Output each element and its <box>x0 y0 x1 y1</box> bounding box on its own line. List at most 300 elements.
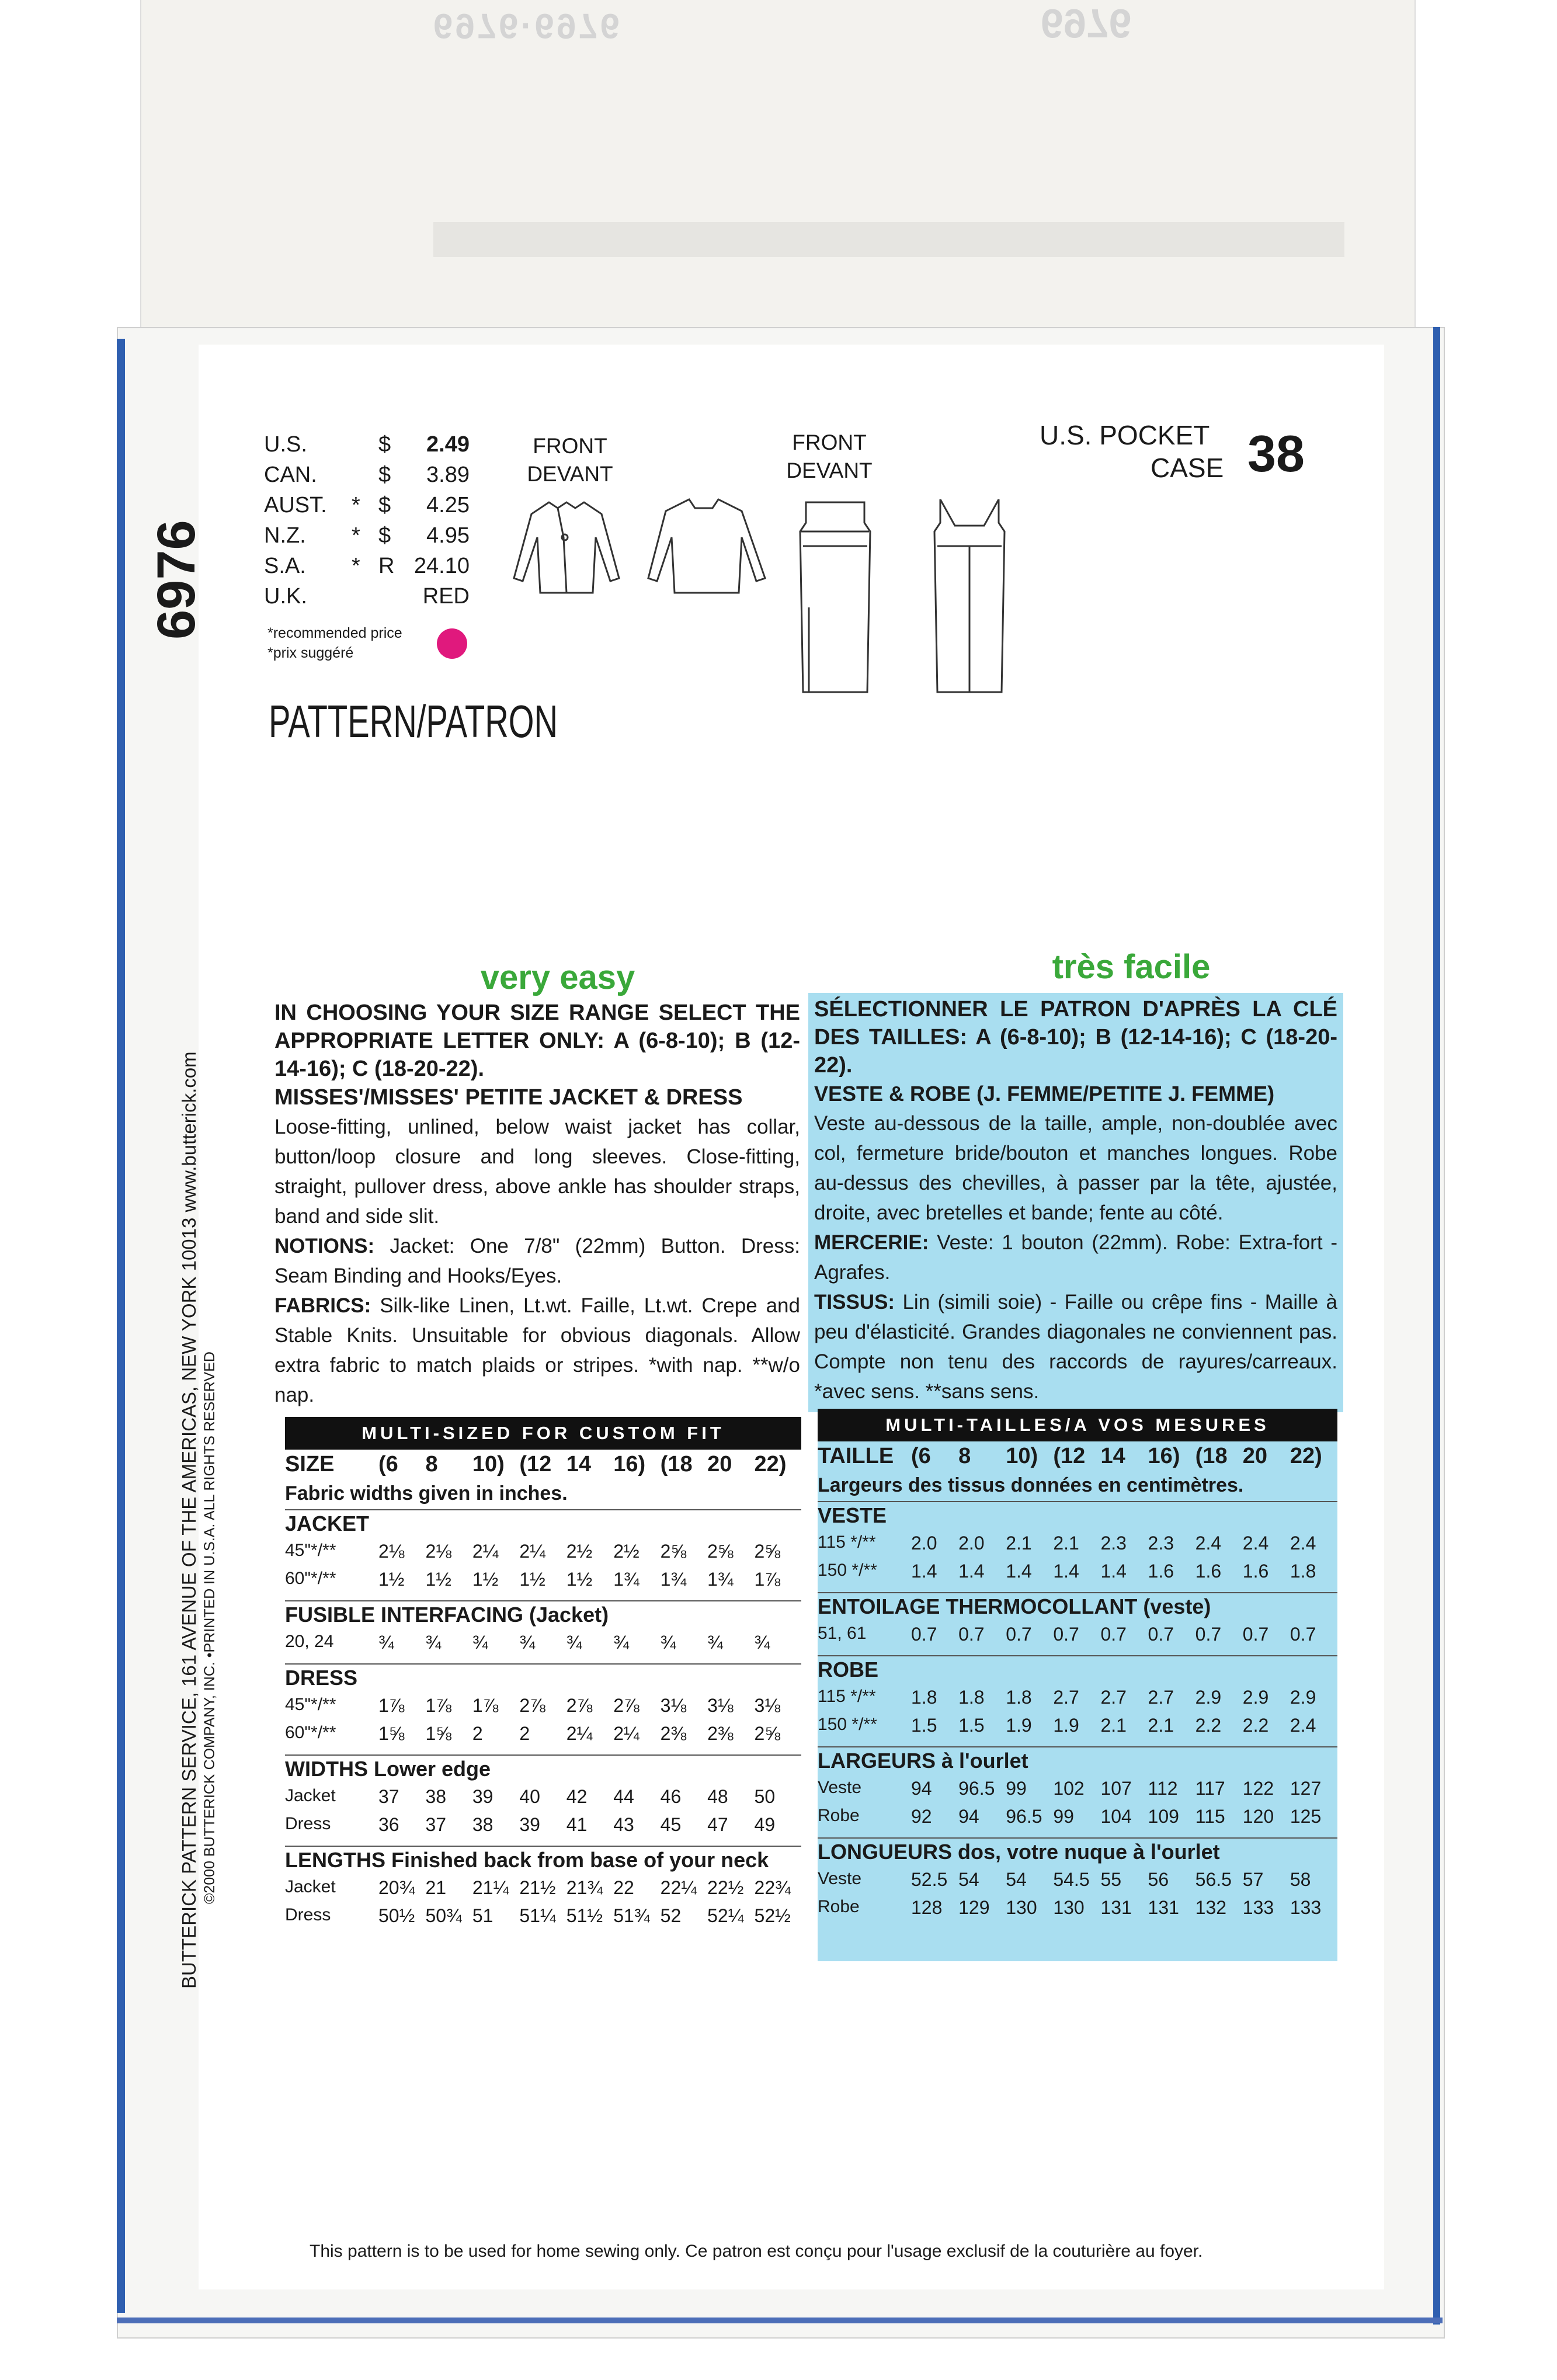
cell-value: 2.1 <box>1148 1715 1174 1736</box>
cell-value: 39 <box>519 1814 540 1835</box>
cell-value: 0.7 <box>1148 1624 1174 1645</box>
cell-value: ¾ <box>754 1632 770 1653</box>
cell-value: 2.1 <box>1053 1533 1079 1554</box>
cell-value: 0.7 <box>1242 1624 1269 1645</box>
cell-value: 46 <box>660 1786 682 1807</box>
cell-value: 52½ <box>754 1905 791 1926</box>
french-column <box>808 947 1343 1412</box>
section-heading-text: LENGTHS Finished back from base of your neck <box>285 1848 769 1872</box>
view-dress-label <box>783 429 876 485</box>
jacket-front-drawing <box>514 502 619 593</box>
cell-value: ¾ <box>707 1632 723 1653</box>
cell-value: 20¾ <box>378 1877 415 1898</box>
cell-value: 131 <box>1100 1897 1132 1918</box>
cell-value: 129 <box>958 1897 990 1918</box>
bottom-blue-edge <box>117 2318 1443 2323</box>
cell-value: 1½ <box>519 1569 545 1590</box>
table-row <box>818 1561 1337 1589</box>
cell-value: 1½ <box>472 1569 499 1590</box>
footer-note: This pattern is to be used for home sewing only. Ce patron est conçu pour l'usage exclusif de la couturière au foyer. <box>310 2242 1203 2261</box>
difficulty-en: very easy <box>480 958 635 996</box>
cell-value: 131 <box>1148 1897 1179 1918</box>
row-label: 60"*/** <box>285 1569 336 1588</box>
cell-value: 1.4 <box>1006 1561 1032 1582</box>
price-mark: * <box>352 523 360 548</box>
price-lbl: S.A. <box>264 554 306 578</box>
price-row <box>264 463 470 488</box>
cell-value: 2⅞ <box>613 1695 640 1716</box>
table-row <box>285 1814 801 1842</box>
price-row <box>264 432 470 457</box>
table-row <box>285 1786 801 1814</box>
price-cur <box>378 584 405 609</box>
cell-value: 0.7 <box>1195 1624 1222 1645</box>
cell-value: 0.7 <box>1006 1624 1032 1645</box>
cell-value: 50¾ <box>425 1905 462 1926</box>
row-label: 45"*/** <box>285 1541 336 1560</box>
cell-value: 1½ <box>566 1569 593 1590</box>
cell-value: 1.8 <box>958 1687 985 1708</box>
cell-value: 2.4 <box>1290 1533 1316 1554</box>
size-row <box>818 1444 1337 1474</box>
row-label: 45"*/** <box>285 1695 336 1714</box>
price-mark <box>352 432 378 457</box>
cell-value: 2.9 <box>1242 1687 1269 1708</box>
cell-value: 50½ <box>378 1905 415 1926</box>
row-label: Veste <box>818 1778 862 1797</box>
price-amt: 24.10 <box>413 554 470 578</box>
fabrics-label-fr: TISSUS: <box>814 1291 895 1314</box>
cell-value: ¾ <box>472 1632 488 1653</box>
row-label: Veste <box>818 1869 862 1888</box>
cell-value: 58 <box>1290 1869 1311 1890</box>
table-rule <box>818 1837 1337 1839</box>
section-heading <box>285 1757 801 1786</box>
row-label: 20, 24 <box>285 1632 334 1651</box>
cell-value: 96.5 <box>1006 1806 1042 1827</box>
cell-value: 92 <box>911 1806 932 1827</box>
cell-value: 2 <box>519 1723 530 1744</box>
cell-value: 52 <box>660 1905 682 1926</box>
fabrics-fr <box>814 1287 1337 1406</box>
price-mark <box>352 463 378 488</box>
description-fr: Veste au-dessous de la taille, ample, non-doublée avec col, fermeture bride/bouton et manches longues. Robe au-dessus des chevilles, à passer par la tête, ajustée, droite, avec bretelles et bande; fente au côté. <box>814 1112 1337 1224</box>
pattern-number: 6976 <box>147 520 206 640</box>
price-cur: $ <box>378 493 391 517</box>
size-value: 16) <box>1148 1444 1180 1468</box>
cell-value: 1⅞ <box>472 1695 499 1716</box>
section-heading-text: DRESS <box>285 1666 358 1690</box>
notions-en <box>274 1231 800 1291</box>
cell-value: 40 <box>519 1786 540 1807</box>
cell-value: 51¼ <box>519 1905 556 1926</box>
cell-value: 2.0 <box>958 1533 985 1554</box>
cell-value: 51 <box>472 1905 493 1926</box>
cell-value: 2⅛ <box>378 1541 405 1562</box>
price-lbl: AUST. <box>264 493 327 517</box>
row-label: 150 */** <box>818 1715 877 1734</box>
cell-value: 94 <box>958 1806 979 1827</box>
size-value: (18 <box>1195 1444 1228 1468</box>
cell-value: 1⅝ <box>378 1723 405 1744</box>
row-label: Jacket <box>285 1877 336 1896</box>
table-row <box>818 1806 1337 1834</box>
size-value: 14 <box>566 1452 592 1476</box>
red-price-dot <box>437 628 467 659</box>
size-value: 8 <box>425 1452 438 1476</box>
cell-value: 2⅞ <box>519 1695 545 1716</box>
price-note-en: *recommended price <box>267 625 402 641</box>
dress-back-drawing <box>934 499 1005 692</box>
notions-text-en: Jacket: One 7/8" (22mm) Button. Dress: Seam Binding and Hooks/Eyes. <box>274 1235 800 1287</box>
row-label: Dress <box>285 1905 331 1924</box>
cell-value: 22¾ <box>754 1877 791 1898</box>
pocket-case-label2: CASE <box>1151 453 1224 483</box>
cell-value: 1.9 <box>1006 1715 1032 1736</box>
cell-value: 54 <box>958 1869 979 1890</box>
cell-value: 3⅛ <box>754 1695 781 1716</box>
price-cur: $ <box>378 432 391 457</box>
cell-value: 0.7 <box>911 1624 937 1645</box>
cell-value: 1.8 <box>1290 1561 1316 1582</box>
cell-value: 94 <box>911 1778 932 1799</box>
right-blue-edge <box>1433 327 1440 2325</box>
cell-value: 54 <box>1006 1869 1027 1890</box>
section-heading <box>285 1666 801 1695</box>
section-heading <box>285 1603 801 1632</box>
section-heading-text: FUSIBLE INTERFACING (Jacket) <box>285 1603 609 1627</box>
view-label-front: FRONT <box>792 430 867 454</box>
table-rule <box>818 1592 1337 1593</box>
jacket-sketch <box>508 491 771 607</box>
price-amt: 3.89 <box>426 463 470 487</box>
cell-value: 2.7 <box>1148 1687 1174 1708</box>
size-label: SIZE <box>285 1452 335 1476</box>
table-rule <box>285 1600 801 1601</box>
size-label: TAILLE <box>818 1444 894 1468</box>
size-range-intro-fr: SÉLECTIONNER LE PATRON D'APRÈS LA CLÉ DES TAILLES: A (6-8-10); B (12-14-16); C (18-20-22). <box>814 997 1337 1078</box>
section-heading-text: ENTOILAGE THERMOCOLLANT (veste) <box>818 1594 1211 1618</box>
cell-value: 57 <box>1242 1869 1264 1890</box>
cell-value: 107 <box>1100 1778 1132 1799</box>
row-label: 115 */** <box>818 1533 876 1552</box>
cell-value: 21 <box>425 1877 447 1898</box>
cell-value: 56.5 <box>1195 1869 1232 1890</box>
section-heading-text: WIDTHS Lower edge <box>285 1757 491 1781</box>
cell-value: 1.5 <box>958 1715 985 1736</box>
table-row <box>285 1877 801 1905</box>
cell-value: 1⅞ <box>425 1695 451 1716</box>
section-heading-text: ROBE <box>818 1658 879 1681</box>
row-label: 115 */** <box>818 1687 876 1706</box>
cell-value: 2.2 <box>1242 1715 1269 1736</box>
price-cur: $ <box>378 463 391 487</box>
cell-value: 2.2 <box>1195 1715 1222 1736</box>
cell-value: 2⅝ <box>754 1541 781 1562</box>
cell-value: 41 <box>566 1814 588 1835</box>
size-value: 8 <box>958 1444 971 1468</box>
section-heading <box>818 1840 1337 1869</box>
cell-value: 2.7 <box>1053 1687 1079 1708</box>
price-lbl: CAN. <box>264 463 317 487</box>
pocket-case-number: 38 <box>1247 425 1305 482</box>
english-column <box>274 958 800 1410</box>
cell-value: 2 <box>472 1723 483 1744</box>
section-heading-text: JACKET <box>285 1512 370 1535</box>
cell-value: 1⅞ <box>378 1695 405 1716</box>
cell-value: 2.3 <box>1148 1533 1174 1554</box>
cell-value: 2.0 <box>911 1533 937 1554</box>
table-rule <box>818 1655 1337 1656</box>
table-rule <box>818 1501 1337 1502</box>
size-value: (18 <box>660 1452 693 1476</box>
size-value: 22) <box>1290 1444 1322 1468</box>
cell-value: 125 <box>1290 1806 1322 1827</box>
cell-value: 1¾ <box>613 1569 640 1590</box>
cell-value: 115 <box>1195 1806 1225 1827</box>
cell-value: 21¼ <box>472 1877 509 1898</box>
cell-value: ¾ <box>425 1632 442 1653</box>
price-amt: 2.49 <box>426 432 470 457</box>
price-cur: R <box>378 554 395 578</box>
cell-value: 2¼ <box>613 1723 640 1744</box>
cell-value: 54.5 <box>1053 1869 1090 1890</box>
cell-value: 1.8 <box>911 1687 937 1708</box>
size-range-intro-en: IN CHOOSING YOUR SIZE RANGE SELECT THE APPROPRIATE LETTER ONLY: A (6-8-10); B (12-14-16); C (18-20-22). <box>274 1000 800 1081</box>
widths-note <box>818 1474 1337 1501</box>
cell-value: 1.8 <box>1006 1687 1032 1708</box>
multi-size-bar-fr: MULTI-TAILLES/A VOS MESURES <box>818 1409 1337 1441</box>
cell-value: 38 <box>472 1814 493 1835</box>
table-row <box>285 1723 801 1751</box>
table-row <box>818 1624 1337 1652</box>
cell-value: 22 <box>613 1877 634 1898</box>
cell-value: 3⅛ <box>707 1695 734 1716</box>
cell-value: 0.7 <box>958 1624 985 1645</box>
fabrics-text-fr: Lin (simili soie) - Faille ou crêpe fins - Maille à peu d'élasticité. Grandes diagonales ne conviennent pas. Compte non tenu des raccords de rayures/carreaux. *avec sens. **sans sens. <box>814 1291 1338 1403</box>
price-lbl: U.K. <box>264 584 307 609</box>
table-row <box>818 1778 1337 1806</box>
cell-value: 109 <box>1148 1806 1179 1827</box>
cell-value: 37 <box>425 1814 447 1835</box>
table-rule <box>285 1754 801 1756</box>
cell-value: 120 <box>1242 1806 1274 1827</box>
french-text-block <box>808 993 1343 1412</box>
cell-value: 130 <box>1006 1897 1037 1918</box>
cell-value: 122 <box>1242 1778 1274 1799</box>
size-value: 20 <box>1242 1444 1268 1468</box>
price-amt: 4.95 <box>426 523 470 548</box>
row-label: Robe <box>818 1806 860 1825</box>
fabrics-label-en: FABRICS: <box>274 1294 371 1317</box>
price-mark: * <box>352 554 360 578</box>
cell-value: 0.7 <box>1290 1624 1316 1645</box>
cell-value: ¾ <box>519 1632 536 1653</box>
size-row <box>285 1452 801 1482</box>
dress-sketch <box>788 491 1034 701</box>
cell-value: 1.6 <box>1148 1561 1174 1582</box>
notions-fr <box>814 1228 1337 1287</box>
cell-value: 2⅝ <box>754 1723 781 1744</box>
price-note-fr: *prix suggéré <box>267 645 354 661</box>
table-row <box>285 1632 801 1660</box>
cell-value: 48 <box>707 1786 728 1807</box>
cell-value: ¾ <box>566 1632 582 1653</box>
cell-value: 44 <box>613 1786 634 1807</box>
cell-value: 2.9 <box>1290 1687 1316 1708</box>
cell-value: 1.6 <box>1195 1561 1222 1582</box>
cell-value: 117 <box>1195 1778 1225 1799</box>
cell-value: 2.4 <box>1242 1533 1269 1554</box>
cell-value: 2⅞ <box>566 1695 593 1716</box>
cell-value: 130 <box>1053 1897 1085 1918</box>
size-value: 20 <box>707 1452 732 1476</box>
widths-note-text: Largeurs des tissus données en centimètres. <box>818 1474 1244 1496</box>
table-row <box>818 1715 1337 1743</box>
cell-value: 37 <box>378 1786 399 1807</box>
cell-value: 2¼ <box>472 1541 499 1562</box>
table-rule <box>285 1509 801 1510</box>
view-jacket-label <box>523 432 617 488</box>
envelope-flap: 6976 6976·6976 <box>140 0 1416 350</box>
difficulty-fr: très facile <box>1052 948 1211 986</box>
cell-value: 2¼ <box>519 1541 545 1562</box>
row-label: Robe <box>818 1897 860 1916</box>
cell-value: 56 <box>1148 1869 1169 1890</box>
cell-value: ¾ <box>660 1632 676 1653</box>
cell-value: 2.3 <box>1100 1533 1127 1554</box>
cell-value: 1½ <box>425 1569 451 1590</box>
cell-value: 45 <box>660 1814 682 1835</box>
size-value: (12 <box>519 1452 552 1476</box>
price-mark <box>352 584 378 609</box>
section-heading <box>285 1848 801 1877</box>
cell-value: 1½ <box>378 1569 405 1590</box>
multi-size-bar-en: MULTI-SIZED FOR CUSTOM FIT <box>285 1417 801 1450</box>
section-heading-text: VESTE <box>818 1503 887 1527</box>
description-en: Loose-fitting, unlined, below waist jacket has collar, button/loop closure and long sleeves. Close-fitting, straight, pullover dress, above ankle has shoulder straps, band and side slit. <box>274 1116 800 1228</box>
row-label: 150 */** <box>818 1561 877 1580</box>
cell-value: 2⅜ <box>707 1723 734 1744</box>
cell-value: 112 <box>1148 1778 1178 1799</box>
cell-value: 1⅞ <box>754 1569 781 1590</box>
section-heading-text: LONGUEURS dos, votre nuque à l'ourlet <box>818 1840 1220 1864</box>
cell-value: 1.6 <box>1242 1561 1269 1582</box>
pattern-label: PATTERN/PATRON <box>269 696 558 747</box>
size-value: (6 <box>378 1452 398 1476</box>
cell-value: 104 <box>1100 1806 1132 1827</box>
view-label-devant: DEVANT <box>786 458 873 482</box>
size-value: (12 <box>1053 1444 1086 1468</box>
cell-value: 1.4 <box>911 1561 937 1582</box>
notions-text-fr: Veste: 1 bouton (22mm). Robe: Extra-fort - Agrafes. <box>814 1231 1337 1284</box>
cell-value: 51¾ <box>613 1905 650 1926</box>
cell-value: ¾ <box>378 1632 394 1653</box>
dress-front-drawing <box>800 502 870 692</box>
table-rule <box>285 1846 801 1847</box>
table-rule <box>285 1663 801 1665</box>
cell-value: 96.5 <box>958 1778 995 1799</box>
cell-value: 38 <box>425 1786 447 1807</box>
cell-value: 1¾ <box>707 1569 734 1590</box>
table-row <box>285 1905 801 1933</box>
size-value: (6 <box>911 1444 931 1468</box>
size-value: 22) <box>754 1452 787 1476</box>
widths-note <box>285 1482 801 1509</box>
table-row <box>285 1541 801 1569</box>
cell-value: 99 <box>1006 1778 1027 1799</box>
cell-value: 52¼ <box>707 1905 744 1926</box>
table-rule <box>818 1746 1337 1747</box>
cell-value: 47 <box>707 1814 728 1835</box>
cell-value: 50 <box>754 1786 776 1807</box>
section-heading <box>818 1594 1337 1624</box>
table-row <box>285 1695 801 1723</box>
cell-value: 1⅝ <box>425 1723 451 1744</box>
cell-value: 2⅛ <box>425 1541 451 1562</box>
price-amt: 4.25 <box>426 493 470 517</box>
cell-value: 1.4 <box>1100 1561 1127 1582</box>
cell-value: 1¾ <box>660 1569 687 1590</box>
cell-value: 55 <box>1100 1869 1122 1890</box>
size-value: 10) <box>472 1452 505 1476</box>
cell-value: 2.1 <box>1006 1533 1032 1554</box>
cell-value: 2⅝ <box>660 1541 687 1562</box>
price-row <box>264 584 470 609</box>
cell-value: 0.7 <box>1053 1624 1079 1645</box>
cell-value: 0.7 <box>1100 1624 1127 1645</box>
cell-value: 1.9 <box>1053 1715 1079 1736</box>
notions-label-en: NOTIONS: <box>274 1235 375 1257</box>
widths-note-text: Fabric widths given in inches. <box>285 1482 568 1505</box>
cell-value: 2½ <box>613 1541 640 1562</box>
price-lbl: U.S. <box>264 432 307 457</box>
table-row <box>818 1687 1337 1715</box>
cell-value: 21½ <box>519 1877 556 1898</box>
cell-value: 102 <box>1053 1778 1085 1799</box>
copyright-line: ©2000 BUTTERICK COMPANY, INC. •PRINTED IN U.S.A. ALL RIGHTS RESERVED <box>201 1351 218 1904</box>
section-heading-text: LARGEURS à l'ourlet <box>818 1749 1028 1773</box>
cell-value: 127 <box>1290 1778 1322 1799</box>
row-label: 60"*/** <box>285 1723 336 1742</box>
table-row <box>818 1897 1337 1925</box>
size-value: 14 <box>1100 1444 1125 1468</box>
notions-label-fr: MERCERIE: <box>814 1231 929 1254</box>
table-row <box>818 1533 1337 1561</box>
section-heading <box>818 1658 1337 1687</box>
cell-value: 42 <box>566 1786 588 1807</box>
cell-value: 1.4 <box>958 1561 985 1582</box>
fabrics-en <box>274 1291 800 1410</box>
price-mark: * <box>352 493 360 517</box>
cell-value: 2⅜ <box>660 1723 687 1744</box>
price-lbl: N.Z. <box>264 523 306 548</box>
cell-value: 22½ <box>707 1877 744 1898</box>
cell-value: 2.7 <box>1100 1687 1127 1708</box>
left-blue-edge <box>117 339 125 2313</box>
cell-value: 2½ <box>566 1541 593 1562</box>
size-value: 10) <box>1006 1444 1038 1468</box>
pocket-case-label1: U.S. POCKET <box>1040 420 1210 450</box>
cell-value: 2¼ <box>566 1723 593 1744</box>
cell-value: 2.4 <box>1290 1715 1316 1736</box>
table-row <box>285 1569 801 1597</box>
view-label-front: FRONT <box>533 434 607 458</box>
size-value: 16) <box>613 1452 646 1476</box>
section-heading <box>818 1503 1337 1533</box>
cell-value: 2.9 <box>1195 1687 1222 1708</box>
cell-value: 52.5 <box>911 1869 948 1890</box>
